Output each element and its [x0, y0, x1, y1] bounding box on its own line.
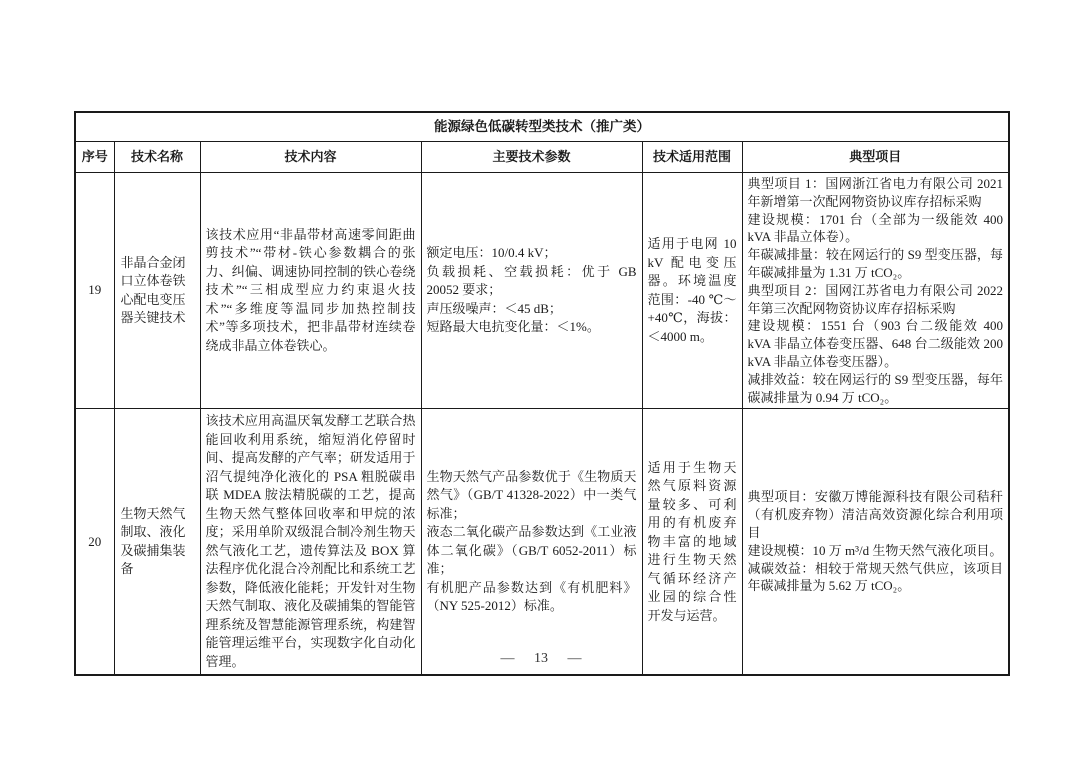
table-row [75, 173, 1009, 409]
project-line: 建设规模：10 万 m³/d 生物天然气液化项目。 [747, 542, 1003, 558]
project-line: 典型项目 2：国网江苏省电力有限公司 2022 年第三次配网物资协议库存招标采购 [747, 282, 1003, 316]
table-title-row [75, 112, 1009, 142]
param-line: 负载损耗、空载损耗：优于 GB 20052 要求； [426, 263, 637, 298]
table-header-row [75, 142, 1009, 173]
project-line: 典型项目 1：国网浙江省电力有限公司 2021 年新增第一次配网物资协议库存招标采购 [747, 176, 1003, 209]
project-line: 建设规模：1551 台（903 台二级能效 400 kVA 非晶立体卷变压器、648 台二级能效 200 kVA 非晶立体卷变压器）。 [747, 318, 1003, 369]
project-line: 减排效益：较在网运行的 S9 型变压器，每年碳减排量为 0.94 万 tCO₂。 [747, 371, 1003, 405]
technology-table [74, 111, 1010, 676]
param-line: 生物天然气产品参数优于《生物质天然气》（GB/T 41328-2022）中一类气标准； [426, 468, 637, 521]
project-line: 典型项目：安徽万博能源科技有限公司秸秆（有机废弃物）清洁高效资源化综合利用项目 [747, 489, 1003, 541]
tech-name-cell: 生物天然气制取、液化及碳捕集装备 [114, 409, 200, 676]
tech-content-cell: 该技术应用高温厌氧发酵工艺联合热能回收利用系统，缩短消化停留时间、提高发酵的产气率；研发适用于沼气提纯净化液化的 PSA 粗脱碳串联 MDEA 胺法精脱碳的工艺，提高生物天然气整体回收率和甲烷的浓度；采用单阶双级混合制冷剂生物天然气液化工艺，遗传算法及 BOX 算法程序优化混合冷剂配比和系统工艺参数，降低液化能耗；开发针对生物天然气制取、液化及碳捕集的智能管理系统及智慧能源管理系统，构建智能管理运维平台，实现数字化自动化管理。 [200, 409, 421, 676]
project-line: 年碳减排量：较在网运行的 S9 型变压器，每年碳减排量为 1.31 万 tCO₂。 [747, 247, 1003, 280]
tech-content-cell: 该技术应用“非晶带材高速零间距曲剪技术”“带材-铁心参数耦合的张力、纠偏、调速协同控制的铁心卷绕技术”“三相成型应力约束退火技术”“多维度等温同步加热控制技术”等多项技术，把非晶带材连续卷绕成非晶立体卷铁心。 [200, 173, 421, 409]
param-line: 液态二氧化碳产品参数达到《工业液体二氧化碳》（GB/T 6052-2011）标准； [426, 524, 637, 577]
scope-cell: 适用于电网 10 kV 配电变压器。环境温度范围：-40 ℃～+40℃，海拔：＜4000 m。 [642, 173, 742, 409]
param-line: 声压级噪声：＜45 dB； [426, 300, 562, 316]
projects-cell [742, 409, 1009, 676]
serial-cell: 19 [75, 173, 114, 409]
param-line: 额定电压：10/0.4 kV； [426, 245, 557, 261]
tech-params-cell [421, 173, 642, 409]
scope-cell: 适用于生物天然气原料资源量较多、可利用的有机废弃物丰富的地域进行生物天然气循环经济产业园的综合性开发与运营。 [642, 409, 742, 676]
tech-name-cell: 非晶合金闭口立体卷铁心配电变压器关键技术 [114, 173, 200, 409]
param-line: 短路最大电抗变化量：＜1%。 [426, 319, 600, 335]
header-serial: 序号 [75, 142, 114, 173]
serial-cell: 20 [75, 409, 114, 676]
page-number: — 13 — [500, 651, 582, 666]
header-tech-name: 技术名称 [114, 142, 200, 173]
header-tech-content: 技术内容 [200, 142, 421, 173]
projects-cell [742, 173, 1009, 409]
header-scope: 技术适用范围 [642, 142, 742, 173]
project-line: 建设规模：1701 台（全部为一级能效 400 kVA 非晶立体卷）。 [747, 211, 1003, 245]
header-typical-projects: 典型项目 [742, 142, 1009, 173]
tech-params-cell [421, 409, 642, 676]
table-row [75, 409, 1009, 676]
project-line: 减碳效益：相较于常规天然气供应，该项目年碳减排量为 5.62 万 tCO₂。 [747, 560, 1003, 594]
header-tech-params: 主要技术参数 [421, 142, 642, 173]
table-title: 能源绿色低碳转型类技术（推广类） [75, 112, 1009, 142]
param-line: 有机肥产品参数达到《有机肥料》（NY 525-2012）标准。 [426, 579, 637, 614]
